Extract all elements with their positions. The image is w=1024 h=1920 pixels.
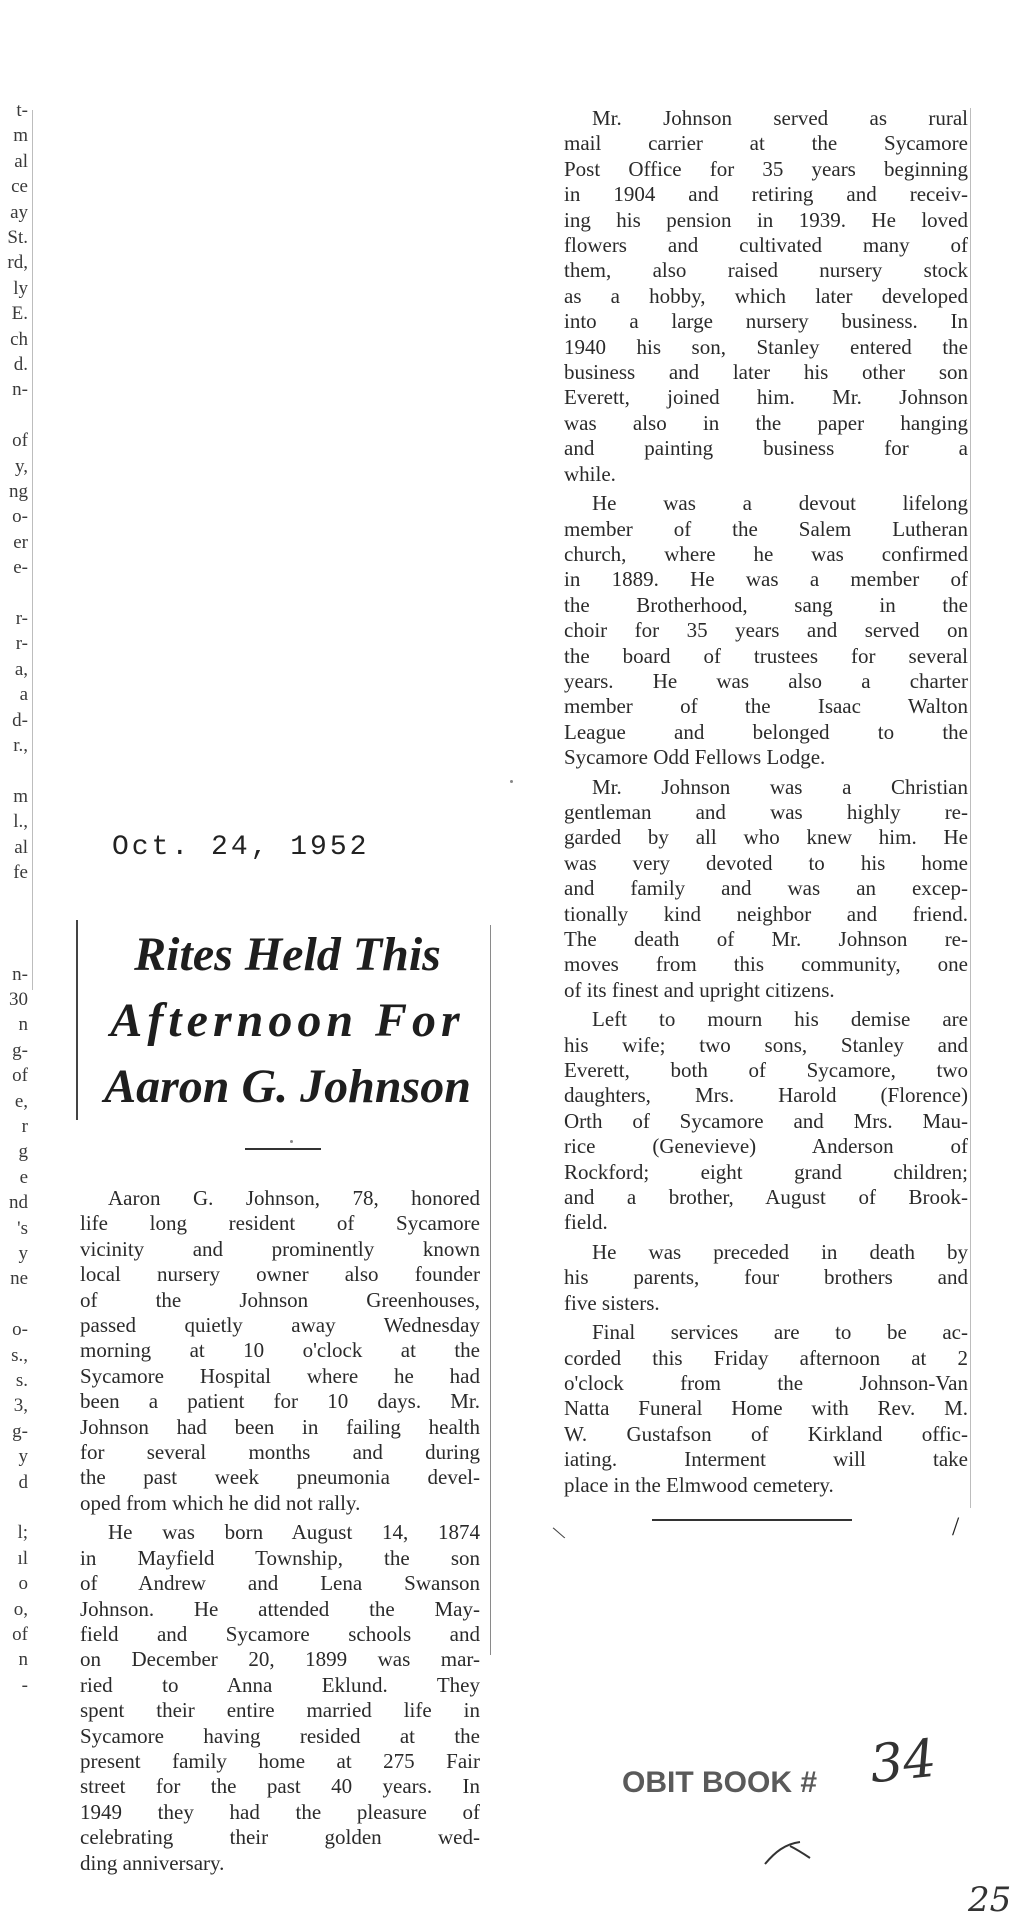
article-paragraph (564, 1007, 968, 1236)
margin-fragment: rd, (7, 252, 28, 274)
article-line: member of the Salem Lutheran (564, 516, 968, 541)
article-line: his parents, four brothers and (564, 1265, 968, 1290)
article-line: into a large nursery business. In (564, 309, 968, 334)
paper-speck (290, 1140, 293, 1143)
article-line: in 1904 and retiring and receiv- (564, 182, 968, 207)
margin-fragment: y, (14, 455, 28, 477)
article-line: been a patient for 10 days. Mr. (80, 1389, 480, 1414)
article-line: them, also raised nursery stock (564, 258, 968, 283)
article-line: Everett, both of Sycamore, two (564, 1058, 968, 1083)
article-line: and family and was an excep- (564, 876, 968, 901)
article-line: tionally kind neighbor and friend. (564, 901, 968, 926)
margin-fragment: l., (13, 811, 28, 833)
margin-fragment: d. (13, 354, 28, 375)
article-line: Sycamore Hospital where he had (80, 1363, 480, 1388)
margin-fragment: m (13, 785, 28, 807)
page-number-handwritten: 25 (968, 1880, 1012, 1920)
paper-speck (510, 780, 513, 783)
article-line: Final services are to be ac- (592, 1320, 968, 1345)
article-line: mail carrier at the Sycamore (564, 131, 968, 156)
margin-fragment: ay (10, 201, 28, 223)
article-line: Rockford; eight grand children; (564, 1159, 968, 1184)
margin-fragment: of (12, 430, 28, 452)
article-line: corded this Friday afternoon at 2 (564, 1345, 968, 1370)
margin-fragment: r- (15, 608, 28, 629)
article-line: the past week pneumonia devel- (80, 1465, 480, 1490)
article-line: Johnson. He attended the May- (80, 1596, 480, 1621)
article-line: passed quietly away Wednesday (80, 1313, 480, 1338)
margin-fragment: 3, (13, 1395, 28, 1417)
article-line: as a hobby, which later developed (564, 283, 968, 308)
article-line: and a brother, August of Brook- (564, 1185, 968, 1210)
article-line: street for the past 40 years. In (80, 1774, 480, 1799)
margin-fragment: a (19, 684, 28, 706)
article-line: Mr. Johnson was a Christian (592, 774, 968, 799)
margin-fragment: o- (12, 1319, 28, 1341)
margin-fragment: ıl (17, 1547, 28, 1569)
article-end-rule (652, 1519, 852, 1521)
margin-fragment: e (19, 1166, 28, 1188)
article-line: Sycamore having resided at the (80, 1723, 480, 1748)
margin-fragment: o (18, 1573, 28, 1595)
article-paragraph (564, 106, 968, 487)
headline-separator-rule (245, 1148, 321, 1150)
article-line: daughters, Mrs. Harold (Florence) (564, 1083, 968, 1108)
margin-fragment: ne (10, 1268, 28, 1290)
margin-fragment: e, (14, 1090, 28, 1112)
obit-book-number-handwritten: 34 (867, 1728, 940, 1796)
margin-fragment: r (21, 1116, 28, 1137)
article-line: Everett, joined him. Mr. Johnson (564, 385, 968, 410)
article-line: oped from which he did not rally. (80, 1490, 361, 1515)
article-line: Sycamore Odd Fellows Lodge. (564, 745, 826, 770)
article-right-column (564, 106, 968, 1502)
article-line: life long resident of Sycamore (80, 1211, 480, 1236)
article-line: Aaron G. Johnson, 78, honored (108, 1186, 480, 1210)
margin-fragment: n- (12, 963, 28, 985)
article-line: vicinity and prominently known (80, 1236, 480, 1261)
article-line: iating. Interment will take (564, 1447, 968, 1472)
article-line: spent their entire married life in (80, 1698, 480, 1723)
article-line: gentleman and was highly re- (564, 799, 968, 824)
article-left-column (80, 1186, 480, 1880)
article-line: Johnson had been in failing health (80, 1414, 480, 1439)
margin-fragment: y (18, 1243, 28, 1264)
article-line: Post Office for 35 years beginning (564, 156, 968, 181)
margin-fragment: er (13, 531, 28, 553)
article-paragraph (564, 775, 968, 1004)
margin-fragment: al (14, 836, 28, 858)
article-line: Left to mourn his demise are (592, 1007, 968, 1032)
margin-fragment: nd (9, 1192, 28, 1214)
margin-fragment: E. (11, 303, 28, 325)
article-line: while. (564, 461, 616, 486)
margin-fragment: g- (12, 1039, 28, 1061)
margin-fragment: n (18, 1014, 28, 1036)
article-line: of Andrew and Lena Swanson (80, 1571, 480, 1596)
article-line: field. (564, 1210, 608, 1235)
article-line: ding anniversary. (80, 1850, 225, 1875)
article-line: He was a devout lifelong (592, 491, 968, 516)
article-line: rice (Genevieve) Anderson of (564, 1134, 968, 1159)
margin-fragment: d (18, 1471, 28, 1493)
margin-fragment: s. (15, 1370, 28, 1391)
article-line: in 1889. He was a member of (564, 567, 968, 592)
article-line: The death of Mr. Johnson re- (564, 927, 968, 951)
article-line: place in the Elmwood cemetery. (564, 1472, 834, 1497)
margin-fragment: ch (10, 328, 28, 350)
article-line: He was preceded in death by (592, 1239, 968, 1264)
article-line: ing his pension in 1939. He loved (564, 207, 968, 232)
margin-fragment: m (13, 125, 28, 147)
article-line: Orth of Sycamore and Mrs. Mau- (564, 1108, 968, 1133)
margin-fragment: n (18, 1649, 28, 1671)
margin-fragment: ce (11, 176, 28, 198)
article-line: of its finest and upright citizens. (564, 977, 835, 1002)
article-line: the board of trustees for several (564, 643, 968, 668)
article-line: field and Sycamore schools and (80, 1621, 480, 1646)
article-line: church, where he was confirmed (564, 541, 968, 566)
article-line: was also in the paper hanging (564, 410, 968, 435)
margin-fragment: ng (9, 481, 28, 502)
left-column-rule (32, 110, 33, 990)
article-paragraph (564, 1240, 968, 1316)
article-line: of the Johnson Greenhouses, (80, 1287, 480, 1312)
article-line: member of the Isaac Walton (564, 694, 968, 719)
article-paragraph (80, 1186, 480, 1516)
article-line: business and later his other son (564, 360, 968, 385)
end-tick-mark-left: \ (549, 1520, 568, 1545)
article-line: on December 20, 1899 was mar- (80, 1647, 480, 1672)
headline-line-2: Afternoon For (110, 994, 465, 1047)
headline-line-3: Aaron G. Johnson (104, 1060, 471, 1113)
pen-scribble-mark (760, 1832, 820, 1872)
clipping-date: Oct. 24, 1952 (112, 832, 370, 863)
headline-line-1: Rites Held This (134, 928, 441, 981)
article-line: for several months and during (80, 1440, 480, 1465)
article-line: years. He was also a charter (564, 668, 968, 693)
article-headline (85, 922, 490, 1120)
margin-fragment: g (18, 1141, 28, 1163)
article-paragraph (80, 1520, 480, 1876)
margin-fragment: al (14, 150, 28, 172)
article-line: ried to Anna Eklund. They (80, 1672, 480, 1697)
article-line: present family home at 275 Fair (80, 1748, 480, 1773)
margin-fragment: r- (15, 633, 28, 655)
margin-fragment: 's (17, 1217, 28, 1239)
article-line: Mr. Johnson served as rural (592, 106, 968, 130)
margin-fragment: of (12, 1624, 28, 1645)
article-line: He was born August 14, 1874 (108, 1520, 480, 1545)
margin-fragment: s., (11, 1344, 28, 1366)
article-line: celebrating their golden wed- (80, 1825, 480, 1850)
margin-fragment: t- (16, 100, 28, 121)
margin-fragment: l; (17, 1522, 28, 1544)
margin-fragment: n- (12, 379, 28, 401)
article-line: his wife; two sons, Stanley and (564, 1032, 968, 1057)
article-line: W. Gustafson of Kirkland offic- (564, 1421, 968, 1446)
margin-fragment: of (12, 1065, 28, 1087)
article-paragraph (564, 491, 968, 770)
margin-fragment: d- (12, 709, 28, 731)
article-line: 1940 his son, Stanley entered the (564, 334, 968, 359)
margin-fragment: 30 (9, 989, 28, 1010)
article-line: was very devoted to his home (564, 850, 968, 875)
margin-fragment: o, (13, 1598, 28, 1620)
margin-fragment: a, (14, 658, 28, 680)
article-line: choir for 35 years and served on (564, 618, 968, 643)
article-line: five sisters. (564, 1290, 660, 1315)
article-line: local nursery owner also founder (80, 1262, 480, 1287)
article-line: 1949 they had the pleasure of (80, 1799, 480, 1824)
obit-book-stamp: OBIT BOOK # (622, 1766, 818, 1799)
article-line: in Mayfield Township, the son (80, 1545, 480, 1570)
end-tick-mark-right: / (952, 1512, 960, 1541)
article-line: the Brotherhood, sang in the (564, 592, 968, 617)
article-line: flowers and cultivated many of (564, 233, 968, 258)
article-line: Natta Funeral Home with Rev. M. (564, 1396, 968, 1421)
right-column-rule (970, 108, 971, 1508)
margin-fragment: y (18, 1446, 28, 1468)
article-line: moves from this community, one (564, 952, 968, 977)
margin-fragment: - (21, 1674, 28, 1696)
article-line: League and belonged to the (564, 719, 968, 744)
margin-fragment: g- (12, 1420, 28, 1442)
article-line: morning at 10 o'clock at the (80, 1338, 480, 1363)
margin-fragment: ly (13, 277, 28, 299)
margin-fragment: r., (13, 735, 28, 756)
margin-fragment: e- (13, 557, 28, 579)
column-divider-rule (490, 925, 491, 1655)
article-paragraph (564, 1320, 968, 1498)
margin-fragment: St. (7, 227, 28, 248)
margin-fragment: fe (13, 862, 28, 883)
article-line: and painting business for a (564, 436, 968, 461)
article-line: o'clock from the Johnson-Van (564, 1370, 968, 1395)
article-line: garded by all who knew him. He (564, 825, 968, 850)
margin-fragment: o- (12, 506, 28, 528)
